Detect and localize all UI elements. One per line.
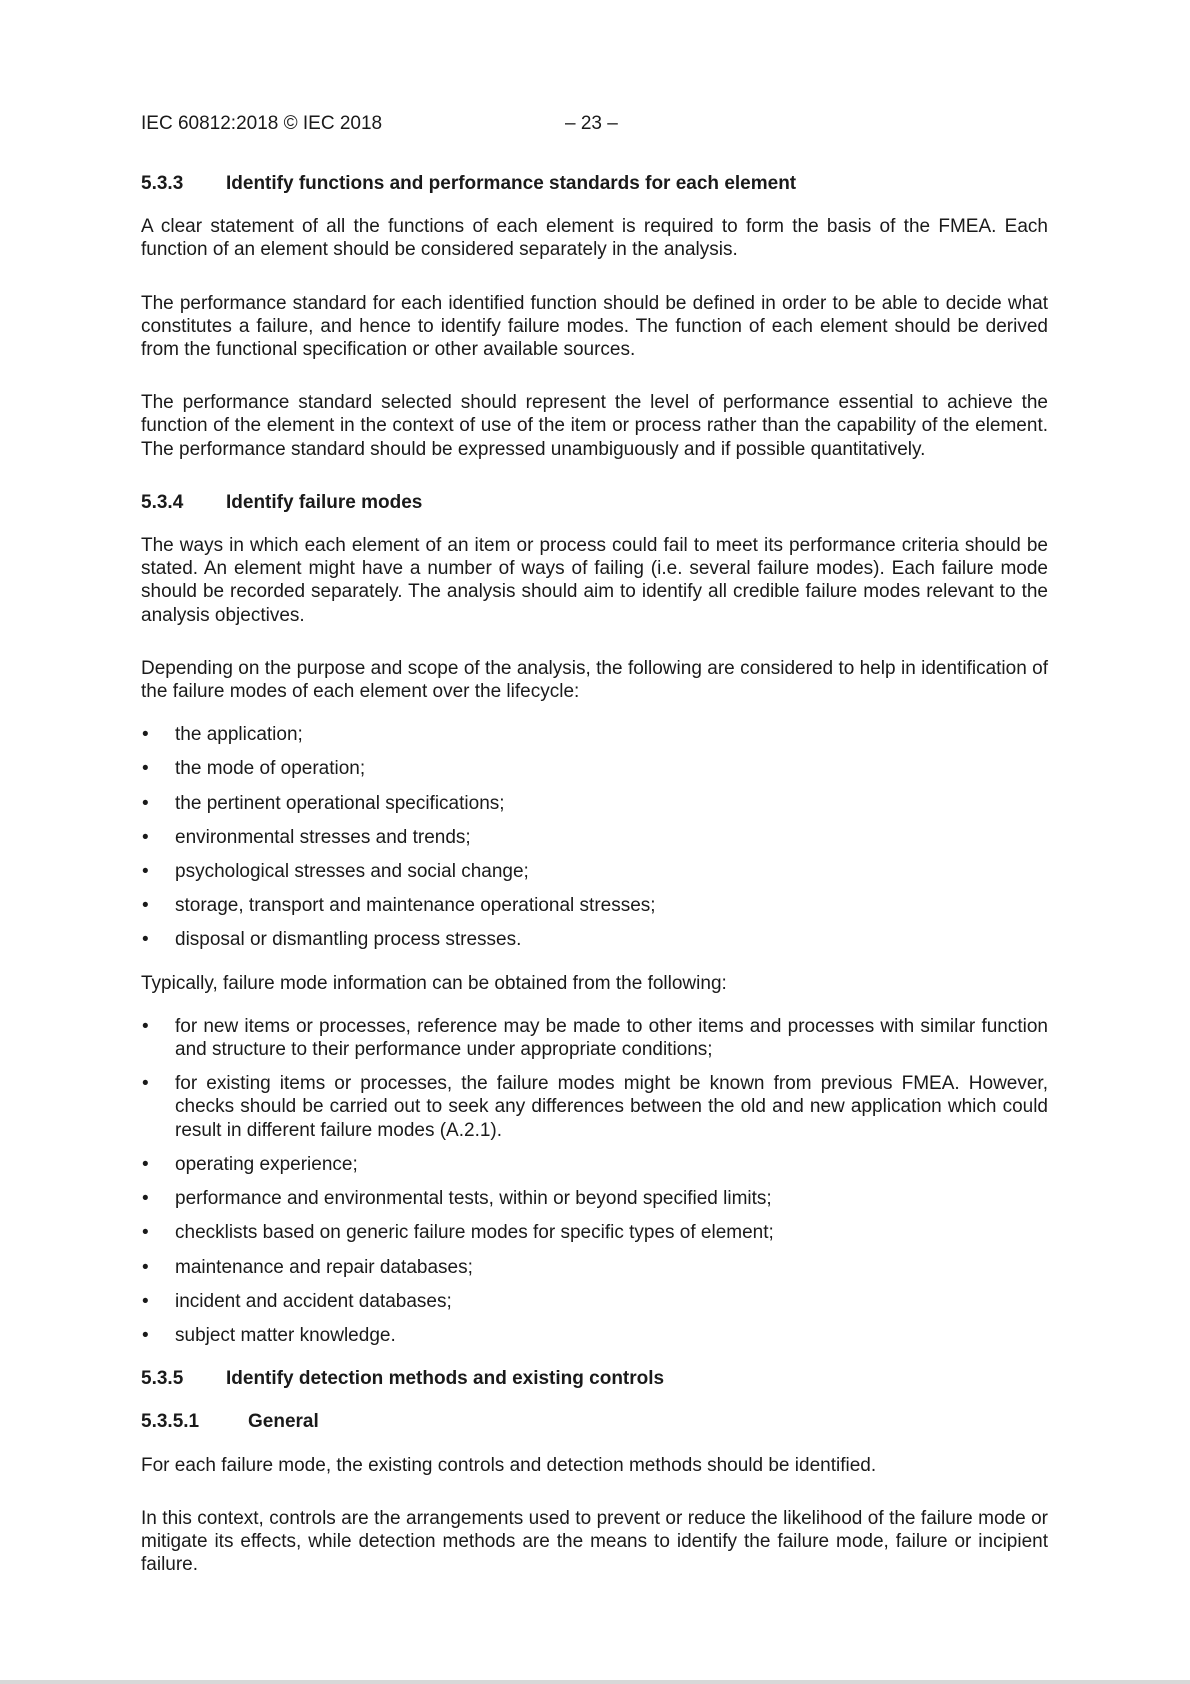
bullet-icon: •	[142, 826, 149, 848]
section-heading-5-3-4	[141, 491, 1048, 514]
paragraph: For each failure mode, the existing controls and detection methods should be identified.	[141, 1454, 877, 1476]
list-item: • operating experience;	[142, 1153, 358, 1175]
section-number: 5.3.3	[141, 173, 184, 194]
document-page	[141, 112, 1048, 1606]
bullet-icon: •	[142, 1222, 149, 1244]
list-item: • checklists based on generic failure modes for specific types of element;	[142, 1222, 774, 1244]
lifecycle-considerations-list	[141, 723, 1048, 951]
bullet-icon: •	[142, 861, 149, 883]
bullet-icon: •	[142, 1290, 149, 1312]
list-item: • the mode of operation;	[142, 758, 366, 780]
paragraph: The ways in which each element of an item or process could fail to meet its performance criteria should be stated. An element might have a number of ways of failing (i.e. several failure modes). Each failure mode should be recorded separately. The analysis should aim to identify all credible failure modes relevant to the analysis objectives.	[141, 535, 1048, 626]
bullet-icon: •	[142, 724, 149, 746]
bullet-icon: •	[142, 1073, 149, 1095]
bullet-icon: •	[142, 1015, 149, 1037]
page-bottom-divider	[0, 1680, 1190, 1684]
section-title: Identify functions and performance standards for each element	[226, 173, 797, 194]
list-item: • for existing items or processes, the failure modes might be known from previous FMEA. However, checks should be carried out to seek any differences between the old and new application which could result in different failure modes (A.2.1).	[142, 1073, 1048, 1141]
paragraph: A clear statement of all the functions of each element is required to form the basis of the FMEA. Each function of an element should be considered separately in the analysis.	[141, 216, 1048, 261]
section-title: Identify detection methods and existing controls	[226, 1368, 665, 1390]
section-title: Identify failure modes	[226, 491, 423, 513]
list-item: • the application;	[142, 724, 303, 746]
list-item: • the pertinent operational specifications;	[142, 792, 505, 814]
failure-mode-sources-list	[141, 1015, 1048, 1347]
section-number: 5.3.4	[141, 491, 184, 513]
standard-reference: IEC 60812:2018 © IEC 2018	[141, 113, 383, 134]
section-heading-5-3-5-1	[141, 1410, 1048, 1433]
list-item: • maintenance and repair databases;	[142, 1256, 473, 1278]
list-item: • performance and environmental tests, within or beyond specified limits;	[142, 1188, 772, 1210]
section-heading-5-3-5	[141, 1367, 1048, 1390]
section-number: 5.3.5	[141, 1368, 184, 1390]
list-item: • for new items or processes, reference may be made to other items and processes with similar function and structure to their performance under appropriate conditions;	[142, 1015, 1048, 1061]
section-heading-5-3-3	[141, 172, 1048, 195]
page-number: – 23 –	[565, 113, 618, 134]
bullet-icon: •	[142, 758, 149, 780]
section-title: General	[248, 1411, 319, 1433]
paragraph: The performance standard for each identified function should be defined in order to be able to decide what constitutes a failure, and hence to identify failure modes. The function of each element should be derived from the functional specification or other available sources.	[141, 292, 1048, 361]
bullet-icon: •	[142, 1256, 149, 1278]
list-item: • incident and accident databases;	[142, 1290, 452, 1312]
paragraph: Typically, failure mode information can be obtained from the following:	[141, 972, 727, 994]
paragraph: In this context, controls are the arrangements used to prevent or reduce the likelihood of the failure mode or mitigate its effects, while detection methods are the means to identify the failure mode, failure or incipient failure.	[141, 1507, 1048, 1576]
bullet-icon: •	[142, 1324, 149, 1346]
bullet-icon: •	[142, 1153, 149, 1175]
page-header	[141, 112, 1048, 136]
bullet-icon: •	[142, 1188, 149, 1210]
list-item: • subject matter knowledge.	[142, 1324, 396, 1346]
list-item: • environmental stresses and trends;	[142, 826, 471, 848]
paragraph: The performance standard selected should represent the level of performance essential to achieve the function of the element in the context of use of the item or process rather than the capability of the element. The performance standard should be expressed unambiguously and if possible quantitatively.	[141, 392, 1048, 460]
section-number: 5.3.5.1	[141, 1411, 200, 1433]
list-item: • storage, transport and maintenance operational stresses;	[142, 895, 656, 917]
list-item: • disposal or dismantling process stresses.	[142, 929, 522, 951]
list-item: • psychological stresses and social change;	[142, 861, 529, 883]
bullet-icon: •	[142, 895, 149, 917]
bullet-icon: •	[142, 792, 149, 814]
bullet-icon: •	[142, 929, 149, 951]
paragraph: Depending on the purpose and scope of the analysis, the following are considered to help in identification of the failure modes of each element over the lifecycle:	[141, 657, 1048, 703]
